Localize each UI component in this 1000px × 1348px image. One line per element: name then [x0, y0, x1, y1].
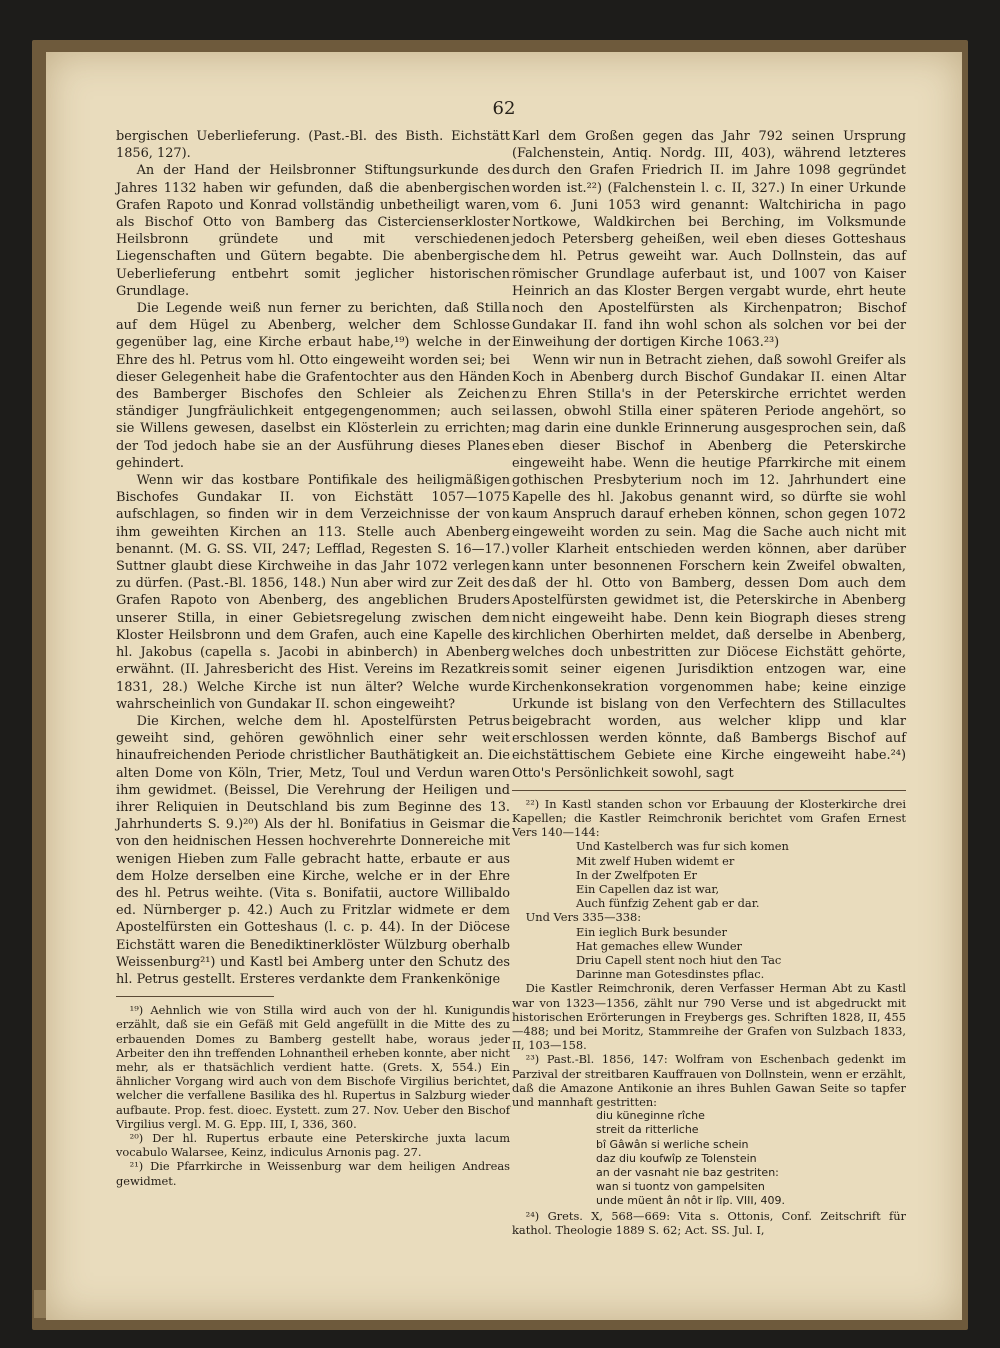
poem-line: an der vasnaht nie baz gestriten:: [596, 1166, 779, 1179]
poem-line: daz diu koufwîp ze Tolenstein: [596, 1151, 757, 1165]
poem-line: Ein ieglich Burk besunder: [576, 924, 727, 939]
poem-line: Driu Capell stent noch hiut den Tac: [576, 952, 782, 967]
footnote: ²¹) Die Pfarrkirche in Weissenburg war dem heiligen Andreas gewidmet.: [116, 1159, 510, 1188]
left-footnotes: [116, 1003, 510, 1188]
poem-line: wan si tuontz von gampelsiten: [596, 1180, 765, 1194]
footnote-divider: [512, 790, 906, 791]
footnote: ²²) In Kastl standen schon vor Erbauung der Klosterkirche drei Kapellen; die Kastler Reimchronik berichtet vom Grafen Ernest Vers 140—144:: [512, 796, 906, 840]
poem-line: Mit zwelf Huben widemt er: [576, 853, 735, 868]
poem-line: In der Zwelfpoten Er: [576, 867, 698, 882]
poem-line: streit da ritterliche: [596, 1123, 699, 1137]
page-number: 62: [492, 98, 516, 119]
body-paragraph: An der Hand der Heilsbronner Stiftungsurkunde des Jahres 1132 haben wir gefunden, daß die abenbergischen Grafen Rapoto und Konrad vollständig unbetheiligt waren, als Bischof Otto von Bamberg das Cistercienserkloster Heilsbronn gründete und mit verschiedenen Liegenschaften und Gütern begabte. Die abenbergische Ueberlieferung entbehrt somit jeglicher historischen Grundlage.: [116, 163, 510, 299]
right-footnotes: [512, 797, 906, 1237]
poem-line: Hat gemaches ellew Wunder: [576, 938, 743, 953]
body-paragraph: Die Kirchen, welche dem hl. Apostelfürsten Petrus geweiht sind, gehören gewöhnlich einer sehr weit hinaufreichenden Periode christlicher Bauthätigkeit an. Die alten Dome von Köln, Trier, Metz, Toul und Verdun waren ihm gewidmet. (Beissel, Die Verehrung der Heiligen und ihrer Reliquien in Deutschland bis zum Beginne des 13. Jahrhunderts S. 9.)²⁰) Als der hl. Bonifatius in Geismar die von den heidnischen Hessen hochverehrte Donnereiche mit wenigen Hieben zum Falle gebracht hatte, erbaute er aus dem Holze derselben eine Kirche, welche er in der Ehre des hl. Petrus weihte. (Vita s. Bonifatii, auctore Willibaldo ed. Nürnberger p. 42.) Auch zu Fritzlar widmete er dem Apostelfürsten ein Gotteshaus (l. c. p. 44). In der Diöcese Eichstätt waren die Benediktinerklöster Wülzburg oberhalb Weissenburg²¹) und Kastl bei Amberg unter den Schutz des hl. Petrus gestellt. Ersteres verdankte dem Frankenkönige: [116, 713, 510, 987]
footnote-divider: [116, 996, 274, 997]
poem-line: diu küneginne rîche: [596, 1109, 705, 1123]
poem-verses: [512, 1109, 906, 1208]
body-paragraph: Die Legende weiß nun ferner zu berichten, daß Stilla auf dem Hügel zu Abenberg, welcher dem Schlosse gegenüber lag, eine Kirche erbaut habe,¹⁹) welche in der Ehre des hl. Petrus vom hl. Otto eingeweiht worden sei; bei dieser Gelegenheit habe die Grafentochter aus den Händen des Bamberger Bischofes den Schleier als Zeichen ständiger Jungfräulichkeit entgegengenommen; auch sei sie Willens gewesen, daselbst ein Klösterlein zu errichten; der Tod jedoch habe sie an der Ausführung dieses Planes gehindert.: [116, 301, 510, 471]
left-column: [116, 128, 510, 1188]
right-column: [512, 128, 906, 1237]
poem-line: Auch fünfzig Zehent gab er dar.: [576, 896, 760, 911]
poem-line: unde müent ân nôt ir lîp. VIII, 409.: [596, 1194, 786, 1208]
body-paragraph: Wenn wir das kostbare Pontifikale des heiligmäßigen Bischofes Gundakar II. von Eichstätt 1057—1075 aufschlagen, so finden wir in dem Verzeichnisse der von ihm geweihten Kirchen an 113. Stelle auch Abenberg benannt. (M. G. SS. VII, 247; Lefflad, Regesten S. 16—17.) Suttner glaubt diese Kirchweihe in das Jahr 1072 verlegen zu dürfen. (Past.-Bl. 1856, 148.) Nun aber wird zur Zeit des Grafen Rapoto von Abenberg, des angeblichen Bruders unserer Stilla, in einer Gebietsregelung zwischen dem Kloster Heilsbronn und dem Grafen, auch eine Kapelle des hl. Jakobus (capella s. Jacobi in abinberch) in Abenberg erwähnt. (II. Jahresbericht des Hist. Vereins im Rezatkreis 1831, 28.) Welche Kirche ist nun älter? Welche wurde wahrscheinlich von Gundakar II. schon eingeweiht?: [116, 473, 510, 712]
body-paragraph: bergischen Ueberlieferung. (Past.-Bl. des Bisth. Eichstätt 1856, 127).: [116, 129, 510, 162]
poem-line: Darinne man Gotesdinstes pflac.: [576, 967, 765, 982]
poem-line: Ein Capellen daz ist war,: [576, 881, 720, 896]
footnote: ¹⁹) Aehnlich wie von Stilla wird auch von der hl. Kunigundis erzählt, daß sie ein Gefäß mit Geld angefüllt in die Mitte des zu erbauenden Domes zu Bamberg gestellt habe, woraus jeder Arbeiter den ihn treffenden Lohnantheil erheben konnte, aber nicht mehr, als er thatsächlich verdient hatte. (Grets. X, 554.) Ein ähnlicher Vorgang wird auch von dem Bischofe Virgilius berichtet, welcher die verfallene Basilika des hl. Rupertus in Salzburg wieder aufbaute. Prop. fest. dioec. Eystett. zum 27. Nov. Ueber den Bischof Virgilius vergl. M. G. Epp. III, I, 336, 360.: [116, 1003, 510, 1131]
footnote: ²⁴) Grets. X, 568—669: Vita s. Ottonis, Conf. Zeitschrift für kathol. Theologie 1889 S. 62; Act. SS. Jul. I,: [512, 1208, 906, 1237]
body-paragraph: Wenn wir nun in Betracht ziehen, daß sowohl Greifer als Koch in Abenberg durch Bischof Gundakar II. einen Altar zu Ehren Stilla's in der Peterskirche errichtet werden lassen, obwohl Stilla einer späteren Periode angehört, so mag darin eine dunkle Erinnerung ausgesprochen sein, daß eben dieser Bischof in Abenberg die Peterskirche eingeweiht habe. Wenn die heutige Pfarrkirche mit einem gothischen Presbyterium noch im 12. Jahrhundert eine Kapelle des hl. Jakobus genannt wird, so dürfte sie wohl kaum Anspruch darauf erheben können, schon gegen 1072 eingeweiht worden zu sein. Mag die Sache auch nicht mit voller Klarheit entschieden werden können, aber darüber kann unter besonnenen Forschern kein Zweifel obwalten, daß der hl. Otto von Bamberg, dessen Dom auch dem Apostelfürsten gewidmet ist, die Peterskirche in Abenberg nicht eingeweiht habe. Denn kein Biograph dieses streng kirchlichen Oberhirten meldet, daß derselbe in Abenberg, welches doch unbestritten zur Diöcese Eichstätt gehörte, somit seiner eigenen Jurisdiktion entzogen war, eine Kirchenkonsekration vorgenommen habe; keine einzige Urkunde ist bislang von den Verfechtern des Stillacultes beigebracht worden, aus welcher klipp und klar erschlossen werden könnte, daß Bambergs Bischof auf eichstättischem Gebiete eine Kirche eingeweiht habe.²⁴) Otto's Persönlichkeit sowohl, sagt: [512, 352, 906, 781]
poem-line: bî Gâwân si werliche schein: [596, 1137, 749, 1151]
footnote: Die Kastler Reimchronik, deren Verfasser Herman Abt zu Kastl war von 1323—1356, zählt nur 790 Verse und ist abgedruckt mit historischen Erörterungen in Freybergs ges. Schriften 1828, II, 455—488; und bei Moritz, Stammreihe der Grafen von Sulzbach 1833, II, 103—158.: [512, 981, 906, 1053]
body-paragraph: Karl dem Großen gegen das Jahr 792 seinen Ursprung (Falchenstein, Antiq. Nordg. III, 403), während letzteres durch den Grafen Friedrich II. im Jahre 1098 gegründet worden ist.²²) (Falchenstein l. c. II, 327.) In einer Urkunde vom 6. Juni 1053 wird genannt: Waltchiricha in pago Nortkowe, Waldkirchen bei Berching, im Volksmunde jedoch Petersberg geheißen, weil eben dieses Gotteshaus dem hl. Petrus geweiht war. Auch Dollnstein, das auf römischer Grundlage auferbaut ist, und 1007 von Kaiser Heinrich an das Kloster Bergen vergabt wurde, ehrt heute noch den Apostelfürsten als Kirchenpatron; Bischof Gundakar II. fand ihn wohl schon als solchen vor bei der Einweihung der dortigen Kirche 1063.²³): [512, 129, 906, 351]
book-page: [46, 52, 962, 1320]
footnote: ²⁰) Der hl. Rupertus erbaute eine Peterskirche juxta lacum vocabulo Walarsee, Keinz, indiculus Arnonis pag. 27.: [116, 1130, 510, 1160]
poem-verses: [512, 839, 906, 910]
poem-line: Und Kastelberch was fur sich komen: [576, 839, 789, 854]
footnote: Und Vers 335—338:: [525, 910, 642, 925]
poem-verses: [512, 925, 906, 982]
footnote: ²³) Past.-Bl. 1856, 147: Wolfram von Eschenbach gedenkt im Parzival der streitbaren Kauffrauen von Dollnstein, wenn er erzählt, daß die Amazone Antikonie an ihres Buhlen Gawan Seite so tapfer und mannhaft gestritten:: [512, 1052, 906, 1109]
